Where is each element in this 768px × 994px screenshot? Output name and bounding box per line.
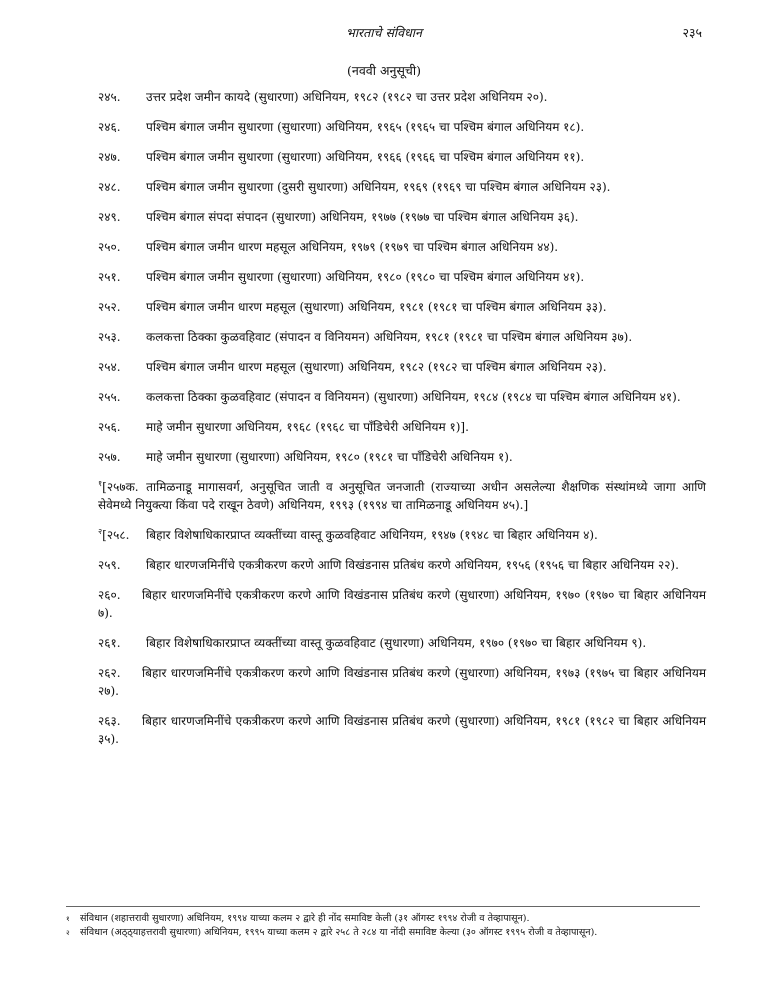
- entry-text: पश्चिम बंगाल जमीन धारण महसूल (सुधारणा) अधिनियम, १९८१ (१९८१ चा पश्चिम बंगाल अधिनियम ३३).: [146, 300, 607, 314]
- running-title: भारताचे संविधान: [346, 25, 422, 40]
- entry-text: बिहार धारणजमिनींचे एकत्रीकरण करणे आणि विखंडनास प्रतिबंध करणे (सुधारणा) अधिनियम, १९८१ (१९८२ चा बिहार अधिनियम ३५).: [98, 714, 706, 746]
- list-item: [98, 208, 706, 226]
- entry-text: पश्चिम बंगाल संपदा संपादन (सुधारणा) अधिनियम, १९७७ (१९७७ चा पश्चिम बंगाल अधिनियम ३६).: [146, 210, 579, 224]
- entry-number: २५४.: [98, 360, 121, 374]
- list-item: [98, 634, 706, 652]
- footnotes: [66, 912, 706, 940]
- list-item: [98, 118, 706, 136]
- entry-text: पश्चिम बंगाल जमीन धारण महसूल अधिनियम, १९७९ (१९७९ चा पश्चिम बंगाल अधिनियम ४४).: [146, 240, 559, 254]
- entry-text: बिहार धारणजमिनींचे एकत्रीकरण करणे आणि विखंडनास प्रतिबंध करणे (सुधारणा) अधिनियम, १९७३ (१९७५ चा बिहार अधिनियम २७).: [98, 666, 706, 698]
- entry-text: पश्चिम बंगाल जमीन सुधारणा (सुधारणा) अधिनियम, १९६५ (१९६५ चा पश्चिम बंगाल अधिनियम १८).: [146, 120, 585, 134]
- footnote-marker: १: [98, 479, 103, 488]
- entry-text: पश्चिम बंगाल जमीन सुधारणा (सुधारणा) अधिनियम, १९८० (१९८० चा पश्चिम बंगाल अधिनियम ४१).: [146, 270, 585, 284]
- entry-text: बिहार विशेषाधिकारप्राप्त व्यक्तींच्या वास्तू कुळवहिवाट अधिनियम, १९४७ (१९४८ चा बिहार अधिनियम ४).: [146, 528, 598, 542]
- entry-number: २५५.: [98, 390, 121, 404]
- entry-text: माहे जमीन सुधारणा अधिनियम, १९६८ (१९६८ चा पाँडिचेरी अधिनियम १)].: [146, 420, 469, 434]
- entry-number: २४७.: [98, 150, 121, 164]
- list-item: [98, 238, 706, 256]
- list-item: [98, 448, 706, 466]
- entry-number: २५९.: [98, 558, 121, 572]
- entry-number: २५१.: [98, 270, 121, 284]
- entry-number: २४९.: [98, 210, 121, 224]
- entry-number: [२५७क.: [102, 480, 139, 494]
- footnote-number: २: [66, 929, 70, 937]
- list-item: [98, 178, 706, 196]
- footnote-number: १: [66, 915, 70, 923]
- entry-number: २५०.: [98, 240, 121, 254]
- list-item: [98, 556, 706, 574]
- entry-text: पश्चिम बंगाल जमीन सुधारणा (सुधारणा) अधिनियम, १९६६ (१९६६ चा पश्चिम बंगाल अधिनियम ११).: [146, 150, 585, 164]
- page-header: [0, 24, 768, 46]
- entry-number: २६०.: [98, 588, 121, 602]
- footnote-divider: [66, 906, 700, 907]
- page-number: २३५: [682, 25, 702, 40]
- list-item: [98, 88, 706, 106]
- list-item: [98, 328, 706, 346]
- list-item: [98, 526, 706, 544]
- entry-number: २४५.: [98, 90, 121, 104]
- list-item: [98, 712, 706, 748]
- schedule-title: (नववी अनुसूची): [347, 63, 421, 78]
- entry-number: २६१.: [98, 636, 121, 650]
- list-item: [98, 418, 706, 436]
- footnote-text: संविधान (अठ्ठ्याहत्तरावी सुधारणा) अधिनियम, १९९५ याच्या कलम २ द्वारे २५८ ते २८४ या नोंदी समाविष्ट केल्या (३० ऑगस्ट १९९५ रोजी व तेव्हापासून).: [80, 927, 598, 938]
- list-item: [98, 664, 706, 700]
- entry-number: २५३.: [98, 330, 121, 344]
- entry-text: कलकत्ता ठिक्का कुळवहिवाट (संपादन व विनियमन) अधिनियम, १९८१ (१९८१ चा पश्चिम बंगाल अधिनियम ३७).: [146, 330, 633, 344]
- footnote-text: संविधान (शहात्तरावी सुधारणा) अधिनियम, १९९४ याच्या कलम २ द्वारे ही नोंद समाविष्ट केली (३१ ऑगस्ट १९९४ रोजी व तेव्हापासून).: [80, 913, 530, 924]
- entry-number: २६३.: [98, 714, 121, 728]
- entry-text: तामिळनाडू मागासवर्ग, अनुसूचित जाती व अनुसूचित जनजाती (राज्याच्या अधीन असलेल्या शैक्षणिक संस्थांमध्ये जागा आणि सेवेमध्ये नियुक्त्या किंवा पदे राखून ठेवणे) अधिनियम, १९९३ (१९९४ चा तामिळनाडू अधिनियम ४५).]: [98, 480, 706, 512]
- entry-number: २६२.: [98, 666, 121, 680]
- entry-text: बिहार धारणजमिनींचे एकत्रीकरण करणे आणि विखंडनास प्रतिबंध करणे अधिनियम, १९५६ (१९५६ चा बिहार अधिनियम २२).: [146, 558, 679, 572]
- list-item: [98, 148, 706, 166]
- footnote: [66, 926, 706, 940]
- list-item: [98, 478, 706, 514]
- list-item: [98, 388, 706, 406]
- entry-list: [98, 88, 706, 760]
- footnote-marker: २: [98, 527, 103, 536]
- list-item: [98, 358, 706, 376]
- entry-number: २४८.: [98, 180, 121, 194]
- entry-text: पश्चिम बंगाल जमीन सुधारणा (दुसरी सुधारणा) अधिनियम, १९६९ (१९६९ चा पश्चिम बंगाल अधिनियम २३).: [146, 180, 611, 194]
- entry-text: कलकत्ता ठिक्का कुळवहिवाट (संपादन व विनियमन) (सुधारणा) अधिनियम, १९८४ (१९८४ चा पश्चिम बंगाल अधिनियम ४१).: [146, 390, 681, 404]
- entry-text: बिहार धारणजमिनींचे एकत्रीकरण करणे आणि विखंडनास प्रतिबंध करणे (सुधारणा) अधिनियम, १९७० (१९७० चा बिहार अधिनियम ७).: [98, 588, 706, 620]
- entry-text: बिहार विशेषाधिकारप्राप्त व्यक्तींच्या वास्तू कुळवहिवाट (सुधारणा) अधिनियम, १९७० (१९७० चा बिहार अधिनियम ९).: [146, 636, 647, 650]
- entry-number: २४६.: [98, 120, 121, 134]
- entry-number: २५७.: [98, 450, 121, 464]
- entry-number: २५६.: [98, 420, 121, 434]
- entry-number: २५२.: [98, 300, 121, 314]
- entry-text: उत्तर प्रदेश जमीन कायदे (सुधारणा) अधिनियम, १९८२ (१९८२ चा उत्तर प्रदेश अधिनियम २०).: [146, 90, 548, 104]
- footnote: [66, 912, 706, 926]
- list-item: [98, 298, 706, 316]
- entry-text: पश्चिम बंगाल जमीन धारण महसूल (सुधारणा) अधिनियम, १९८२ (१९८२ चा पश्चिम बंगाल अधिनियम २३).: [146, 360, 607, 374]
- list-item: [98, 586, 706, 622]
- entry-text: माहे जमीन सुधारणा (सुधारणा) अधिनियम, १९८० (१९८१ चा पाँडिचेरी अधिनियम १).: [146, 450, 513, 464]
- entry-number: [२५८.: [102, 528, 130, 542]
- list-item: [98, 268, 706, 286]
